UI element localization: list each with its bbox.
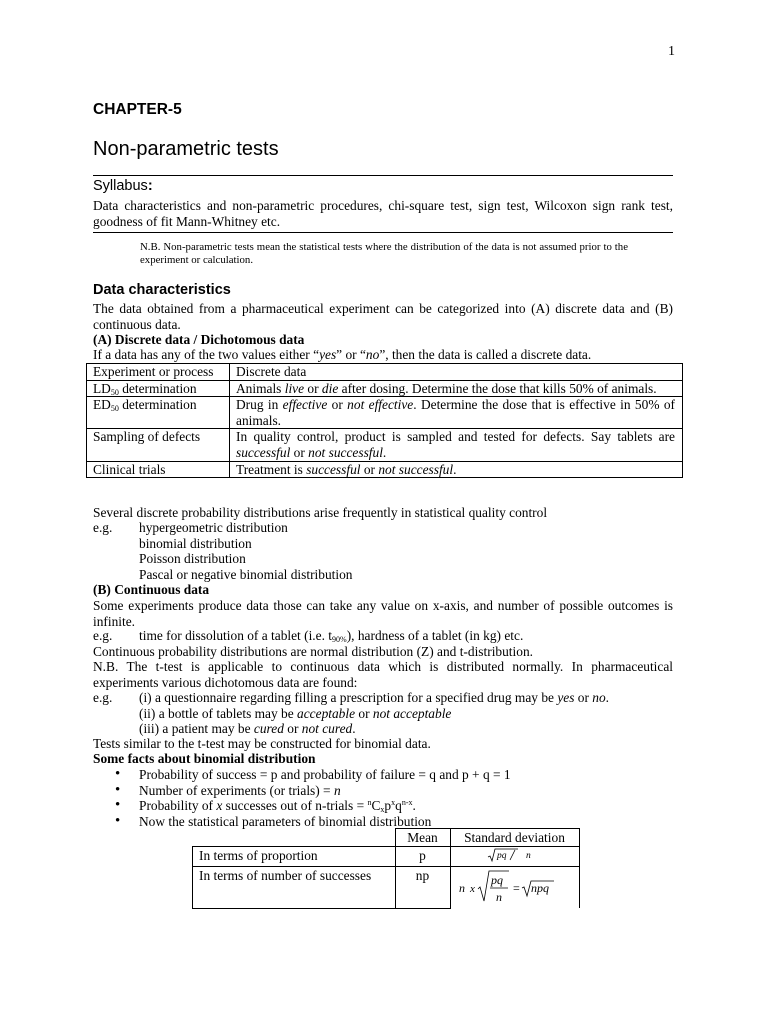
formula-text: .	[412, 798, 416, 814]
discrete-distributions-intro: Several discrete probability distributions arise frequently in statistical quality control	[93, 505, 548, 520]
cell-italic: live	[284, 380, 305, 396]
discrete-heading: (A) Discrete data / Dichotomous data	[93, 332, 305, 347]
fact-variable: n	[333, 782, 341, 798]
table-row	[87, 461, 683, 478]
table-cell: Sampling of defects	[87, 429, 230, 461]
svg-text:n: n	[458, 881, 465, 895]
table-cell: In terms of number of successes	[193, 867, 396, 909]
cell-text: .	[453, 461, 457, 477]
list-item	[139, 706, 609, 722]
cell-text: .	[382, 444, 387, 460]
table-header-cell: Discrete data	[230, 364, 683, 381]
cell-text: Drug in	[236, 397, 283, 413]
example-text: or	[355, 705, 373, 721]
example-italic: cured	[253, 721, 284, 737]
svg-text:=: =	[512, 881, 520, 895]
list-item: • Probability of success = p and probability of failure = q and p + q = 1	[93, 767, 511, 783]
svg-text:n: n	[525, 851, 531, 861]
cell-text: or	[304, 380, 322, 396]
fact-variable: x	[216, 798, 223, 814]
example-italic: not cured	[301, 721, 353, 737]
list-item	[139, 721, 609, 737]
example-italic: yes	[557, 690, 575, 705]
cell-text: LD	[93, 380, 111, 396]
table-header-row	[193, 829, 580, 847]
table-row	[87, 429, 683, 461]
cell-italic: not successful	[378, 461, 454, 477]
discrete-text-part: If a data has any of the two values either “	[93, 347, 320, 362]
binomial-facts-list	[93, 767, 511, 829]
cell-italic: not successful	[308, 444, 383, 460]
example-list	[139, 690, 609, 737]
table-header-cell: Experiment or process	[87, 364, 230, 381]
example-text: ), hardness of a tablet (in kg) etc.	[346, 628, 524, 643]
cell-text: ED	[93, 397, 111, 413]
example-italic: not acceptable	[372, 705, 452, 721]
continuous-distributions: Continuous probability distributions are normal distribution (Z) and t-distribution.	[93, 644, 533, 659]
example-italic: acceptable	[297, 705, 356, 721]
cell-italic: successful	[236, 444, 291, 460]
syllabus-text: Data characteristics and non-parametric procedures, chi-square test, sign test, Wilcoxon sign rank test, goodness of fit Mann-Whitney etc.	[93, 198, 673, 229]
formula-superscript: n-x	[401, 798, 413, 808]
example-text: (ii) a bottle of tablets may be	[139, 705, 298, 721]
list-item	[139, 690, 609, 706]
example-italic: no	[592, 690, 606, 705]
example-text: or	[283, 721, 302, 737]
list-item: Poisson distribution	[139, 551, 246, 567]
cell-text: . Determine the dose that is effective in 50% of animals.	[236, 397, 675, 428]
cell-text: In quality control, product is sampled and tested for defects. Say tablets are	[236, 429, 675, 445]
cell-italic: successful	[306, 461, 361, 477]
continuous-heading: (B) Continuous data	[93, 582, 210, 597]
cell-text: Treatment is	[236, 461, 307, 477]
cell-italic: effective	[282, 397, 328, 413]
cell-italic: die	[321, 380, 339, 396]
table-cell: p	[395, 847, 450, 867]
example-text: or	[574, 690, 593, 705]
title-rule	[93, 175, 673, 176]
table-cell	[230, 397, 683, 429]
formula-text: p	[384, 798, 392, 814]
list-item	[93, 783, 511, 799]
table-row	[87, 380, 683, 397]
discrete-text	[93, 347, 673, 363]
discrete-text-part: ” or “	[336, 347, 366, 362]
formula-cell	[450, 847, 579, 867]
cell-text: Animals	[236, 380, 285, 396]
binomial-facts-heading: Some facts about binomial distribution	[93, 751, 316, 766]
fact-text: Number of experiments (or trials) =	[139, 782, 334, 798]
cell-text: determination	[118, 397, 197, 413]
cell-text: determination	[118, 380, 197, 396]
svg-text:npq: npq	[530, 881, 549, 895]
page-number: 1	[668, 44, 675, 59]
table-cell: Clinical trials	[87, 461, 230, 478]
list-item: binomial distribution	[139, 535, 252, 551]
binomial-parameters-table	[192, 828, 580, 909]
cell-subscript: 50	[110, 387, 119, 397]
data-intro: The data obtained from a pharmaceutical experiment can be categorized into (A) discrete data and (B) continuous data.	[93, 301, 673, 332]
example-subscript: 90%	[332, 635, 347, 644]
sd-proportion-formula	[451, 847, 577, 863]
example-text: .	[352, 721, 356, 737]
table-header-cell: Standard deviation	[450, 829, 579, 847]
table-cell: In terms of proportion	[193, 847, 396, 867]
table-row	[193, 867, 580, 909]
list-item: • Now the statistical parameters of binomial distribution	[93, 814, 511, 830]
cell-text: or	[360, 461, 379, 477]
fact-text: Probability of	[139, 798, 217, 814]
formula-superscript: n	[367, 798, 372, 808]
continuous-text: Some experiments produce data those can take any value on x-axis, and number of possible outcomes is infinite.	[93, 598, 673, 629]
table-header-row	[87, 364, 683, 381]
sd-successes-formula	[451, 867, 577, 905]
eg-label: e.g.	[93, 520, 113, 535]
example-text: (i) a questionnaire regarding filling a prescription for a specified drug may be	[139, 690, 558, 705]
syllabus-rule	[93, 232, 673, 233]
list-item: hypergeometric distribution	[139, 520, 288, 535]
formula-text: C	[371, 798, 381, 814]
example-text: time for dissolution of a tablet (i.e. t	[139, 628, 333, 643]
eg-label: e.g.	[93, 628, 113, 643]
svg-text:pq: pq	[490, 873, 503, 887]
svg-text:x: x	[469, 883, 475, 895]
discrete-data-table	[86, 363, 683, 478]
continuous-example	[139, 628, 523, 644]
fact-text: successes out of n-trials =	[222, 798, 368, 814]
syllabus-colon: :	[147, 178, 153, 194]
formula-superscript: x	[391, 798, 396, 808]
cell-text: or	[327, 397, 348, 413]
table-cell	[230, 429, 683, 461]
table-row	[193, 847, 580, 867]
cell-subscript: 50	[110, 404, 119, 414]
example-text: (iii) a patient may be	[139, 721, 254, 737]
nb-note: N.B. Non-parametric tests mean the statistical tests where the distribution of the data is not assumed prior to the experiment or calculation.	[140, 241, 628, 266]
discrete-text-yes: yes	[319, 347, 337, 362]
svg-text:n: n	[495, 890, 502, 904]
list-item	[93, 798, 511, 814]
svg-text:pq: pq	[496, 851, 506, 861]
list-item: Pascal or negative binomial distribution	[139, 566, 353, 582]
binomial-tests-note: Tests similar to the t-test may be constructed for binomial data.	[93, 736, 431, 751]
table-cell	[87, 397, 230, 429]
syllabus-heading	[93, 178, 153, 195]
syllabus-label: Syllabus	[93, 178, 148, 194]
eg-label: e.g.	[93, 690, 113, 705]
table-cell	[87, 380, 230, 397]
discrete-text-part: ”, then the data is called a discrete data.	[379, 347, 592, 362]
table-empty-cell	[193, 829, 396, 847]
table-header-cell: Mean	[395, 829, 450, 847]
distribution-list	[139, 520, 352, 582]
cell-text: after dosing. Determine the dose that kills 50% of animals.	[338, 380, 657, 396]
page-title: Non-parametric tests	[93, 138, 279, 160]
formula-cell	[450, 867, 579, 909]
ttest-note: N.B. The t-test is applicable to continuous data which is distributed normally. In pharmaceutical experiments various dichotomous data are found:	[93, 659, 673, 690]
section-heading-data-characteristics: Data characteristics	[93, 282, 231, 298]
cell-text: or	[290, 444, 309, 460]
table-cell	[230, 461, 683, 478]
cell-italic: not effective	[347, 397, 414, 413]
formula-subscript: x	[380, 805, 385, 815]
table-cell: np	[395, 867, 450, 909]
table-cell	[230, 380, 683, 397]
discrete-text-no: no	[365, 347, 380, 362]
formula-text: q	[395, 798, 402, 814]
example-text: .	[605, 690, 610, 705]
chapter-label: CHAPTER-5	[93, 101, 182, 118]
table-row	[87, 397, 683, 429]
